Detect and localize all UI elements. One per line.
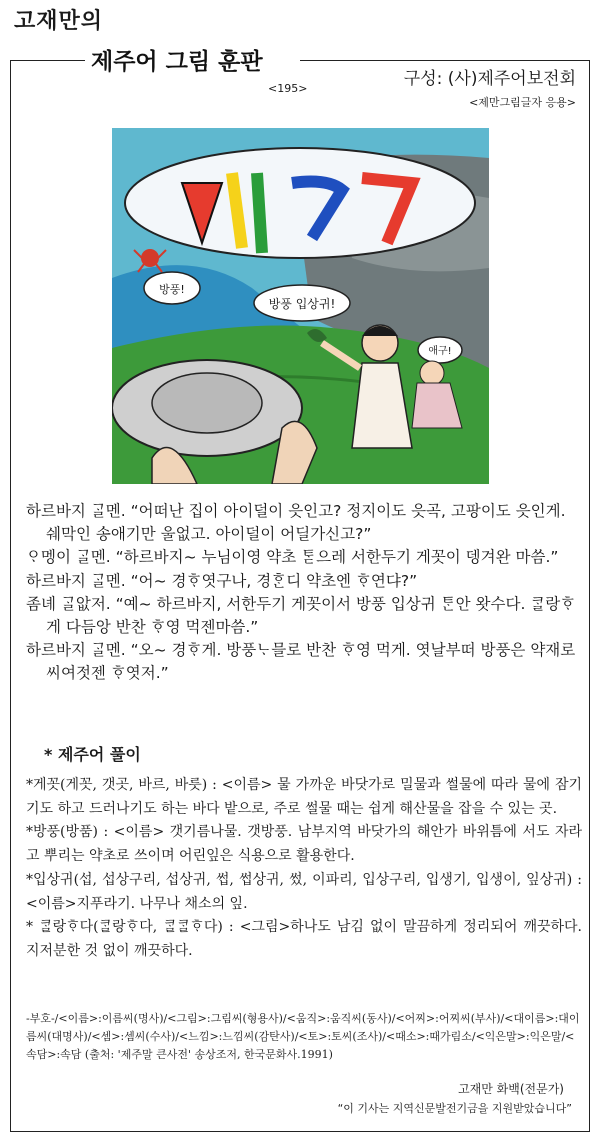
dialogue-line: 하르바지 ᄀᆞᆯ멘. “어~ 경ᄒᆞ엿구나, 경ᄒᆞᆫ디 약초엔 ᄒᆞ연댜?” xyxy=(26,571,418,590)
credit-line: 구성: (사)제주어보전회 xyxy=(403,69,576,89)
dialogue-line: ᄋᆞ멩이 ᄀᆞᆯ멘. “하르바지~ 누님이영 약초 ᄐᆞᆮ으레 서한두기 게꼿이 뎅겨완 마씀.” xyxy=(26,548,559,567)
issue-number: <195> xyxy=(268,82,308,95)
dialogue-line: 좀녜 ᄀᆞᆯ앖저. “예~ 하르바지, 서한두기 게꼿이서 방풍 입상귀 ᄐᆞᆫ안 왓수다. ᄏᆞᆯ랑ᄒᆞ게 다듬앙 반찬 ᄒᆞ영 먹젠마씀.” xyxy=(26,594,576,637)
support-note: “이 기사는 지역신문발전기금을 지원받았습니다” xyxy=(337,1102,572,1115)
gloss-entry: *입상귀(섭, 섭상구리, 섭상귀, 썹, 썹상귀, 썼, 이파리, 입상구리, 입생기, 입생이, 잎상귀) : <이름>지푸라기. 나무나 채소의 잎. xyxy=(26,871,582,912)
author-credit: 고재만 화백(전문가) xyxy=(458,1082,564,1096)
credit-subline: <제만그림글자 응용> xyxy=(469,96,576,109)
speech-bubble-left: 방풍! xyxy=(159,283,185,296)
speech-bubble-far: 애구! xyxy=(428,346,452,357)
gloss-entry: *게꼿(게꼿, 갯곳, 바르, 바릇) : <이름> 물 가까운 바닷가로 밀물과 썰물에 따라 물에 잠기기도 하고 드러나기도 하는 바다 밭으로, 주로 썰물 때는 쉽게 해산물을 잡을 수 있는 곳. xyxy=(26,777,582,817)
column-title: 고재만의 xyxy=(14,9,104,34)
series-logo xyxy=(85,42,300,78)
abbreviation-legend: -부호-/<이름>:이름씨(명사)/<그림>:그림씨(형용사)/<움직>:움직씨(동사)/<어찌>:어찌씨(부사)/<대이름>:대이름씨(대명사)/<셈>:셈씨(수사)/<느낌>:느낌씨(감탄사)/<토>:토씨(조사)/<때소>:때가림소/<익은말>:익은말/<속담>:속담 (출처: '제주말 큰사전' 송상조저, 한국문화사.1991) xyxy=(26,1012,580,1061)
series-logo-text: 제주어 그림 훈판 xyxy=(91,49,263,75)
cartoon-illustration xyxy=(112,128,489,484)
speech-bubble-right: 방풍 입상귀! xyxy=(268,297,336,311)
gloss-list xyxy=(26,774,582,964)
dialogue-line: 하르바지 ᄀᆞᆯ멘. “오~ 경ᄒᆞ게. 방풍ᄂᆞ믈로 반찬 ᄒᆞ영 먹게. 엿날부떠 방풍은 약재로 씨여젓젠 ᄒᆞ엿저.” xyxy=(26,641,576,683)
gloss-heading: * 제주어 풀이 xyxy=(44,745,141,764)
svg-text:게꼿: 게꼿 xyxy=(299,268,301,269)
dialogue-text xyxy=(26,500,582,686)
gloss-entry: *방풍(방품) : <이름> 갯기름나물. 갯방풍. 남부지역 바닷가의 해안가 바위틈에 서도 자라고 뿌리는 약초로 쓰이며 어린잎은 식용으로 활용한다. xyxy=(26,824,582,865)
gloss-entry: * ᄏᆞᆯ랑ᄒᆞ다(ᄏᆞᆯ랑ᄒᆞ다, ᄏᆞᆯᄏᆞᆯᄒᆞ다) : <그림>하나도 남김 없이 말끔하게 정리되어 깨끗하다. 지저분한 것 없이 깨끗하다. xyxy=(26,919,582,959)
dialogue-line: 하르바지 ᄀᆞᆯ멘. “어떠난 집이 아이덜이 읏인고? 정지이도 읏곡, 고팡이도 읏인게. 쉐막인 송애기만 울없고. 아이덜이 어딜가신고?” xyxy=(26,502,566,544)
